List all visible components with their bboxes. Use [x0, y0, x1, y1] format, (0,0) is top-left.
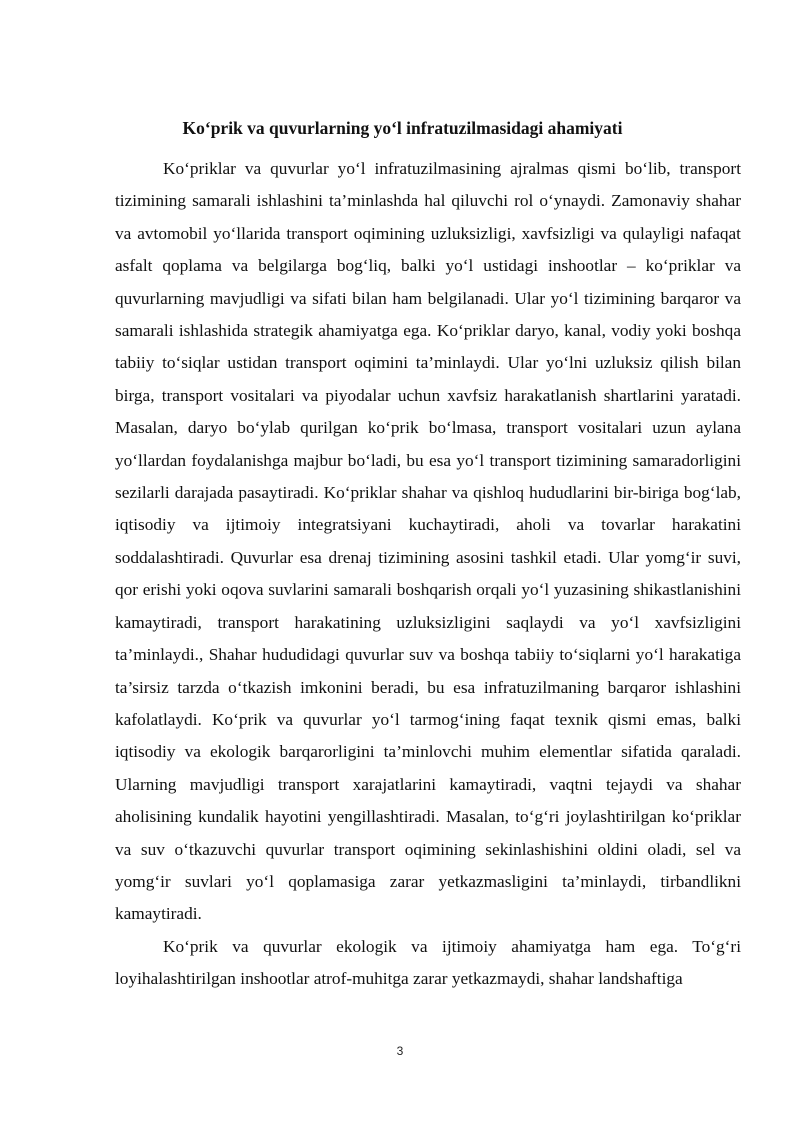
paragraph-1: Ko‘priklar va quvurlar yo‘l infratuzilmasining ajralmas qismi bo‘lib, transport tizimining samarali ishlashini ta’minlashda hal qiluvchi rol o‘ynaydi. Zamonaviy shahar va avtomobil yo‘llarida transport oqimining uzluksizligi, xavfsizligi va qulayligi nafaqat asfalt qoplama va belgilarga bog‘liq, balki yo‘l ustidagi inshootlar – ko‘priklar va quvurlarning mavjudligi va sifati bilan ham belgilanadi. Ular yo‘l tizimining barqaror va samarali ishlashida strategik ahamiyatga ega. Ko‘priklar daryo, kanal, vodiy yoki boshqa tabiiy to‘siqlar ustidan transport oqimini ta’minlaydi. Ular yo‘lni uzluksiz qilish bilan birga, transport vositalari va piyodalar uchun xavfsiz harakatlanish shartlarini yaratadi. Masalan, daryo bo‘ylab qurilgan ko‘prik bo‘lmasa, transport vositalari uzun aylana yo‘llardan foydalanishga majbur bo‘ladi, bu esa yo‘l transport tizimining samaradorligini sezilarli darajada pasaytiradi. Ko‘priklar shahar va qishloq hududlarini bir-biriga bog‘lab, iqtisodiy va ijtimoiy integratsiyani kuchaytiradi, aholi va tovarlar harakatini soddalashtiradi. Quvurlar esa drenaj tizimining asosini tashkil etadi. Ular yomg‘ir suvi, qor erishi yoki oqova suvlarini samarali boshqarish orqali yo‘l yuzasining shikastlanishini kamaytiradi, transport harakatining uzluksizligini saqlaydi va yo‘l xavfsizligini ta’minlaydi., Shahar hududidagi quvurlar suv va boshqa tabiiy to‘siqlarni yo‘l harakatiga ta’sirsiz tarzda o‘tkazish imkonini beradi, bu esa infratuzilmaning barqaror ishlashini kafolatlaydi. Ko‘prik va quvurlar yo‘l tarmog‘ining faqat texnik qismi emas, balki iqtisodiy va ekologik barqarorligini ta’minlovchi muhim elementlar sifatida qaraladi. Ularning mavjudligi transport xarajatlarini kamaytiradi, vaqtni tejaydi va shahar aholisining kundalik hayotini yengillashtiradi. Masalan, to‘g‘ri joylashtirilgan ko‘priklar va suv o‘tkazuvchi quvurlar transport oqimining sekinlashishini oldini oladi, sel va yomg‘ir suvlari yo‘l qoplamasiga zarar yetkazmasligini ta’minlaydi, tirbandlikni kamaytiradi.	[115, 159, 741, 924]
page-number: 3	[396, 1044, 404, 1058]
document-title: Ko‘prik va quvurlarning yo‘l infratuzilmasidagi ahamiyati	[182, 118, 623, 138]
paragraph-2: Ko‘prik va quvurlar ekologik va ijtimoiy ahamiyatga ham ega. To‘g‘ri loyihalashtirilgan inshootlar atrof-muhitga zarar yetkazmaydi, shahar landshaftiga	[115, 936, 741, 989]
document-body	[115, 153, 741, 996]
